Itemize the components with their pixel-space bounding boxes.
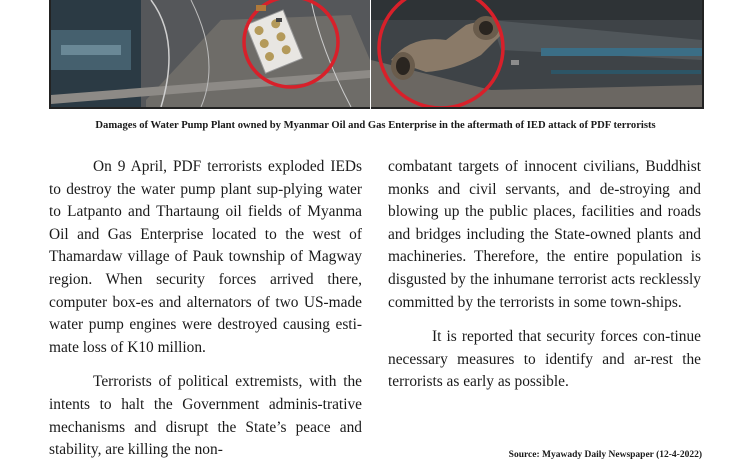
photo-caption: Damages of Water Pump Plant owned by Myanmar Oil and Gas Enterprise in the aftermath of IED attack of PDF terrorists [95, 120, 656, 131]
article-paragraph: It is reported that security forces con-tinue necessary measures to identify and ar-rest the terrorists as early as possible. [388, 328, 701, 391]
article-column-right [388, 156, 701, 394]
article-paragraph: combatant targets of innocent civilians, Buddhist monks and civil servants, and de-stroying and blowing up the public places, facilities and roads and bridges including the State-owned plants and machineries. Therefore, the entire population is disgusted by the inhumane terrorist acts recklessly committed by the terrorists in some town-ships. [388, 158, 701, 311]
article-paragraph: On 9 April, PDF terrorists exploded IEDs to destroy the water pump plant sup-plying water to Latpanto and Thartaung oil fields of Myanma Oil and Gas Enterprise located to the west of Thamardaw village of Pauk township of Magway region. When security forces arrived there, computer box-es and alternators of two US-made water pump engines were destroyed causing esti-mate loss of K10 million. [49, 158, 362, 356]
photo-damaged-pipe [371, 0, 704, 109]
source-credit: Source: Myawady Daily Newspaper (12-4-2022) [508, 450, 702, 460]
photo-strip [49, 0, 702, 107]
photo-damaged-control-box [49, 0, 370, 109]
article-paragraph: Terrorists of political extremists, with the intents to halt the Government adminis-trative mechanisms and disrupt the State’s peace and stability, are killing the non- [49, 373, 362, 459]
article-column-left [49, 156, 362, 462]
